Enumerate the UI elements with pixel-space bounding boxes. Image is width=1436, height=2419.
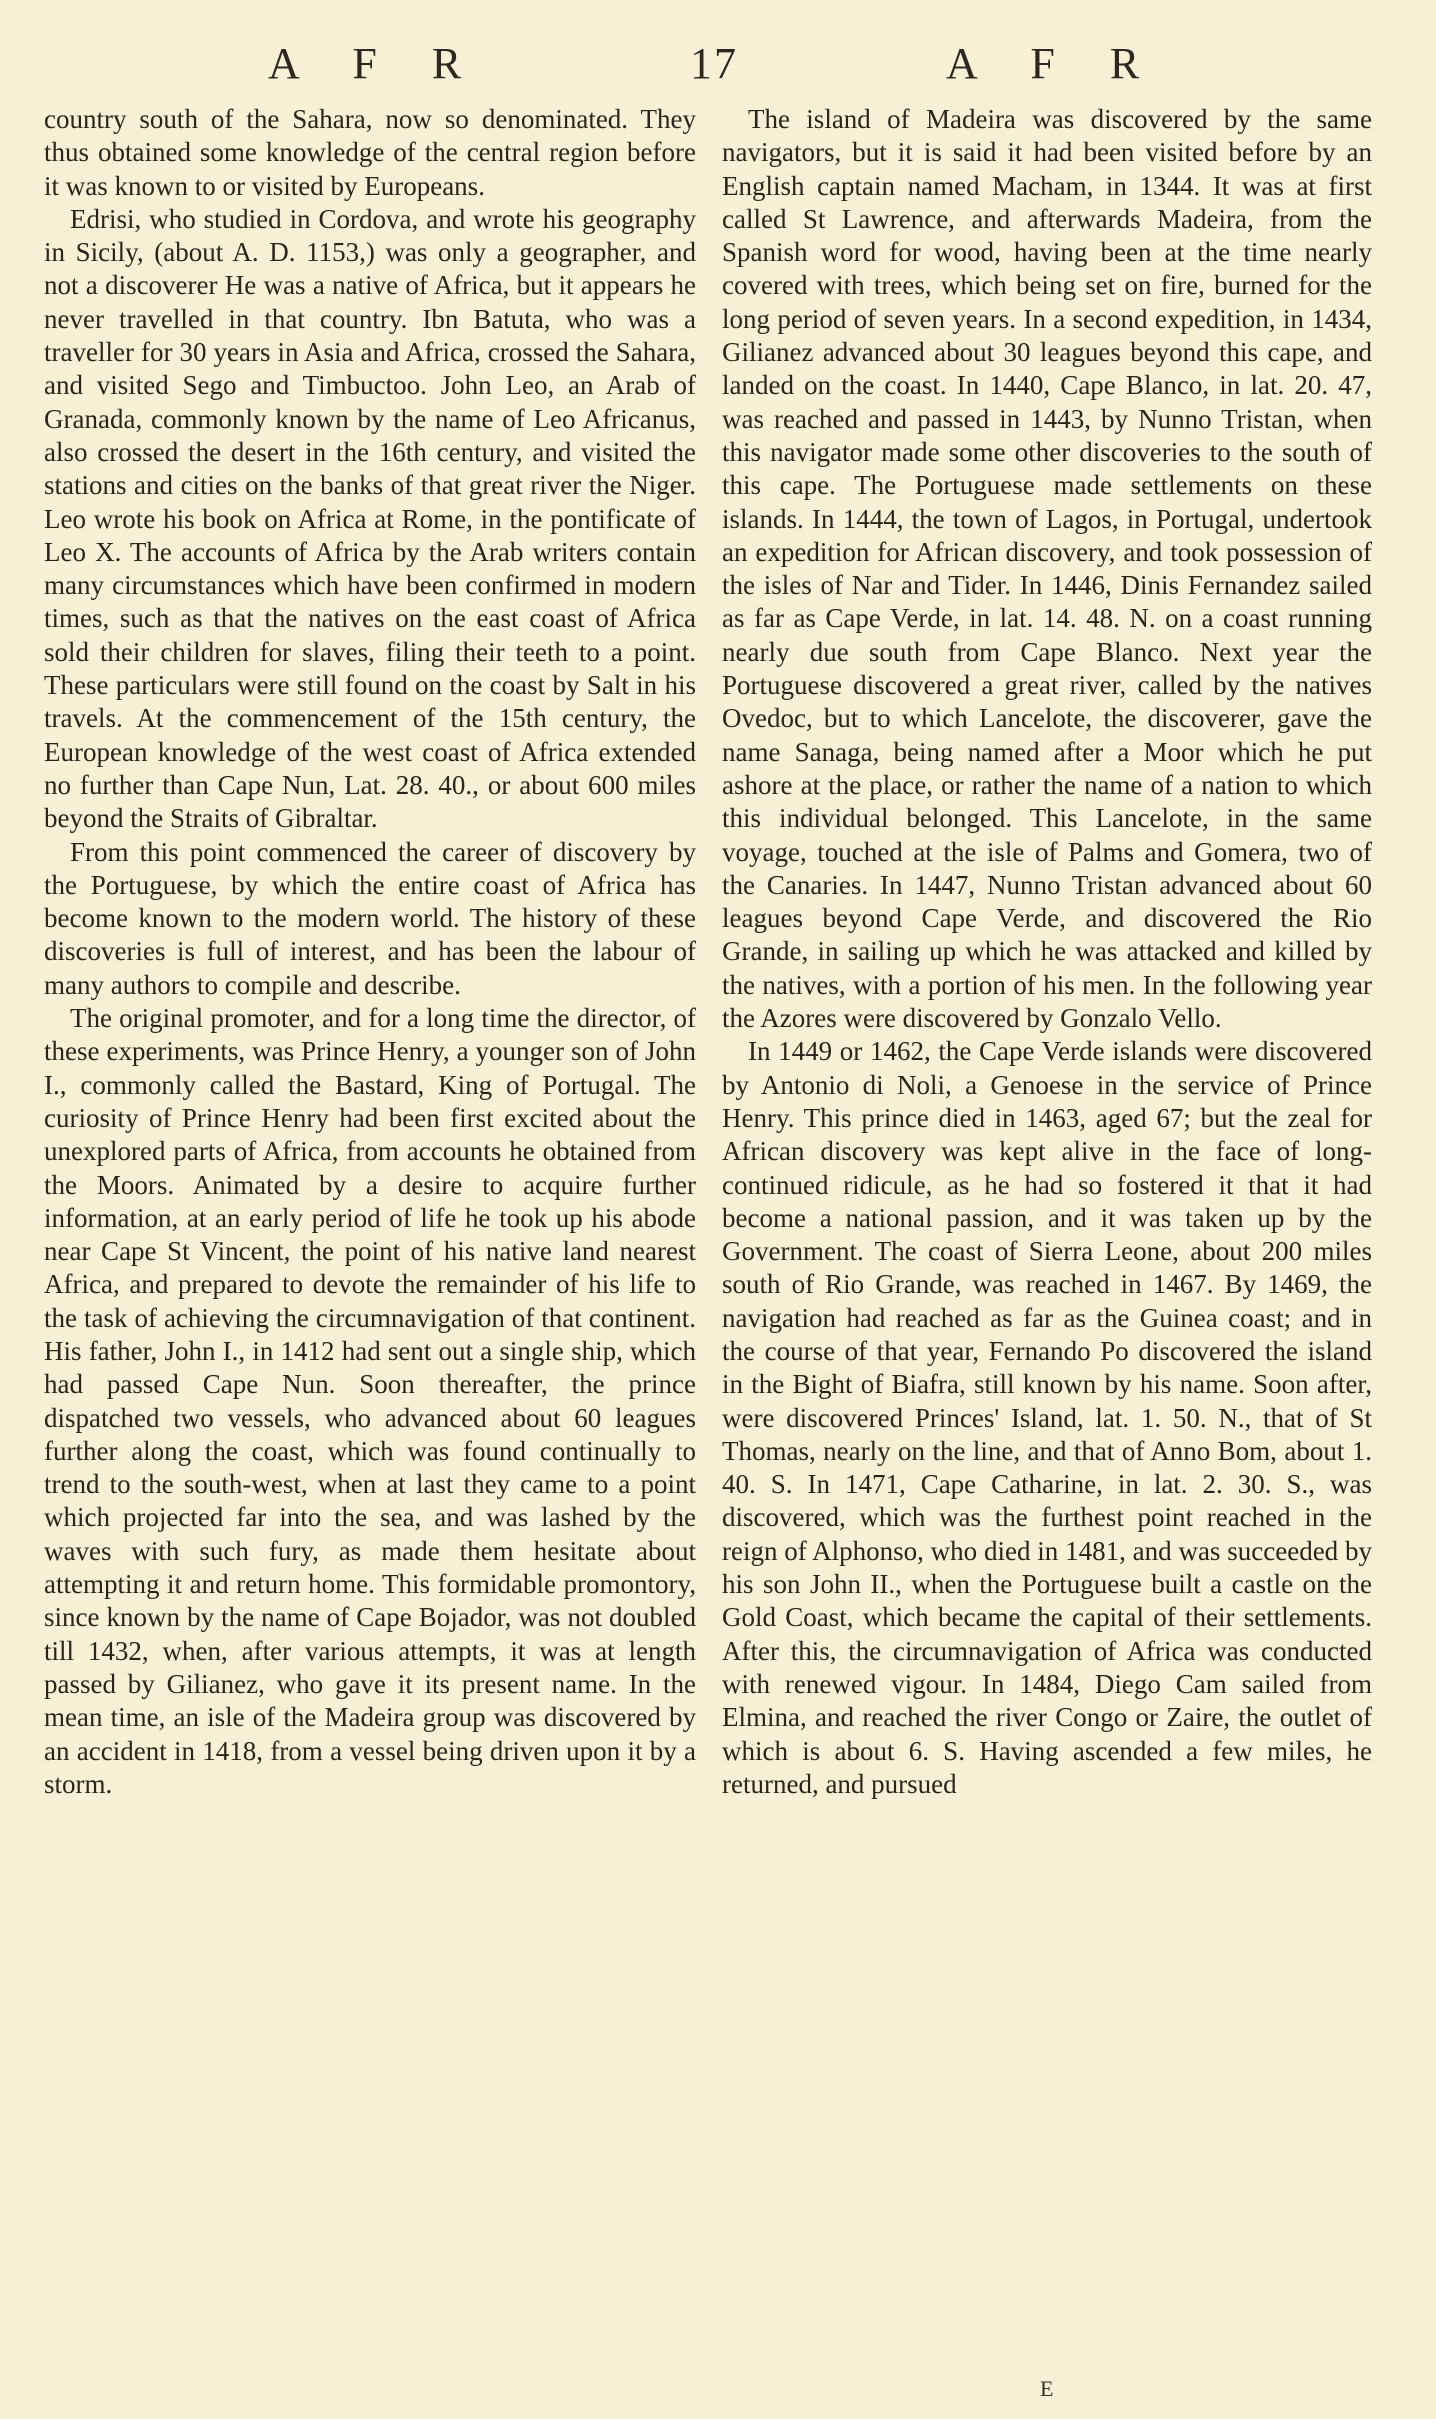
left-paragraph-1: country south of the Sahara, now so denominated. They thus obtained some knowledge of the central region before it was known to or visited by Europeans.	[44, 104, 696, 201]
running-head	[0, 38, 1436, 98]
left-paragraph-4: The original promoter, and for a long time the director, of these experiments, was Prince Henry, a younger son of John I., commonly called the Bastard, King of Portugal. The curiosity of Prince Henry had been first excited about the unexplored parts of Africa, from accounts he obtained from the Moors. Animated by a desire to acquire further information, at an early period of life he took up his abode near Cape St Vincent, the point of his native land nearest Africa, and prepared to devote the remainder of his life to the task of achieving the circumnavigation of that continent. His father, John I., in 1412 had sent out a single ship, which had passed Cape Nun. Soon thereafter, the prince dispatched two vessels, who advanced about 60 leagues further along the coast, which was found continually to trend to the south-west, when at last they came to a point which projected far into the sea, and was lashed by the waves with such fury, as made them hesitate about attempting it and return home. This formidable promontory, since known by the name of Cape Bojador, was not doubled till 1432, when, after various attempts, it was at length passed by Gilianez, who gave it its present name. In the mean time, an isle of the Madeira group was discovered by an accident in 1418, from a vessel being driven upon it by a storm.	[44, 1003, 696, 1799]
left-paragraph-3: From this point commenced the career of discovery by the Portuguese, by which the entire coast of Africa has become known to the modern world. The history of these discoveries is full of interest, and has been the labour of many authors to compile and describe.	[44, 836, 696, 1000]
left-paragraph-2: Edrisi, who studied in Cordova, and wrote his geography in Sicily, (about A. D. 1153,) was only a geographer, and not a discoverer He was a native of Africa, but it appears he never travelled in that country. Ibn Batuta, who was a traveller for 30 years in Asia and Africa, crossed the Sahara, and visited Sego and Timbuctoo. John Leo, an Arab of Granada, commonly known by the name of Leo Africanus, also crossed the desert in the 16th century, and visited the stations and cities on the banks of that great river the Niger. Leo wrote his book on Africa at Rome, in the pontificate of Leo X. The accounts of Africa by the Arab writers contain many circumstances which have been confirmed in modern times, such as that the natives on the east coast of Africa sold their children for slaves, filing their teeth to a point. These particulars were still found on the coast by Salt in his travels. At the commencement of the 15th century, the European knowledge of the west coast of Africa extended no further than Cape Nun, Lat. 28. 40., or about 600 miles beyond the Straits of Gibraltar.	[44, 203, 696, 834]
page-number: 17	[690, 39, 738, 88]
right-column	[722, 103, 1372, 1801]
signature-mark: E	[1040, 2376, 1054, 2401]
running-head-right: A F R	[946, 39, 1162, 88]
right-paragraph-1: The island of Madeira was discovered by the same navigators, but it is said it had been visited before by an English captain named Macham, in 1344. It was at first called St Lawrence, and afterwards Madeira, from the Spanish word for wood, having been at the time nearly covered with trees, which being set on fire, burned for the long period of seven years. In a second expedition, in 1434, Gilianez advanced about 30 leagues beyond this cape, and landed on the coast. In 1440, Cape Blanco, in lat. 20. 47, was reached and passed in 1443, by Nunno Tristan, when this navigator made some other discoveries to the south of this cape. The Portuguese made settlements on these islands. In 1444, the town of Lagos, in Portugal, undertook an expedition for African discovery, and took possession of the isles of Nar and Tider. In 1446, Dinis Fernandez sailed as far as Cape Verde, in lat. 14. 48. N. on a coast running nearly due south from Cape Blanco. Next year the Portuguese discovered a great river, called by the natives Ovedoc, but to which Lancelote, the discoverer, gave the name Sanaga, being named after a Moor which he put ashore at the place, or rather the name of a nation to which this individual belonged. This Lancelote, in the same voyage, touched at the isle of Palms and Gomera, two of the Canaries. In 1447, Nunno Tristan advanced about 60 leagues beyond Cape Verde, and discovered the Rio Grande, in sailing up which he was attacked and killed by the natives, with a portion of his men. In the following year the Azores were discovered by Gonzalo Vello.	[722, 104, 1372, 1034]
right-paragraph-2: In 1449 or 1462, the Cape Verde islands were discovered by Antonio di Noli, a Genoese in the service of Prince Henry. This prince died in 1463, aged 67; but the zeal for African discovery was kept alive in the face of long-continued ridicule, as he had so fostered it that it had become a national passion, and it was taken up by the Government. The coast of Sierra Leone, about 200 miles south of Rio Grande, was reached in 1467. By 1469, the navigation had reached as far as the Guinea coast; and in the course of that year, Fernando Po discovered the island in the Bight of Biafra, still known by his name. Soon after, were discovered Princes' Island, lat. 1. 50. N., that of St Thomas, nearly on the line, and that of Anno Bom, about 1. 40. S. In 1471, Cape Catharine, in lat. 2. 30. S., was discovered, which was the furthest point reached in the reign of Alphonso, who died in 1481, and was succeeded by his son John II., when the Portuguese built a castle on the Gold Coast, which became the capital of their settlements. After this, the circumnavigation of Africa was conducted with renewed vigour. In 1484, Diego Cam sailed from Elmina, and reached the river Congo or Zaire, the outlet of which is about 6. S. Having ascended a few miles, he returned, and pursued	[722, 1036, 1372, 1799]
running-head-left: A F R	[268, 39, 484, 88]
left-column	[44, 103, 696, 1801]
